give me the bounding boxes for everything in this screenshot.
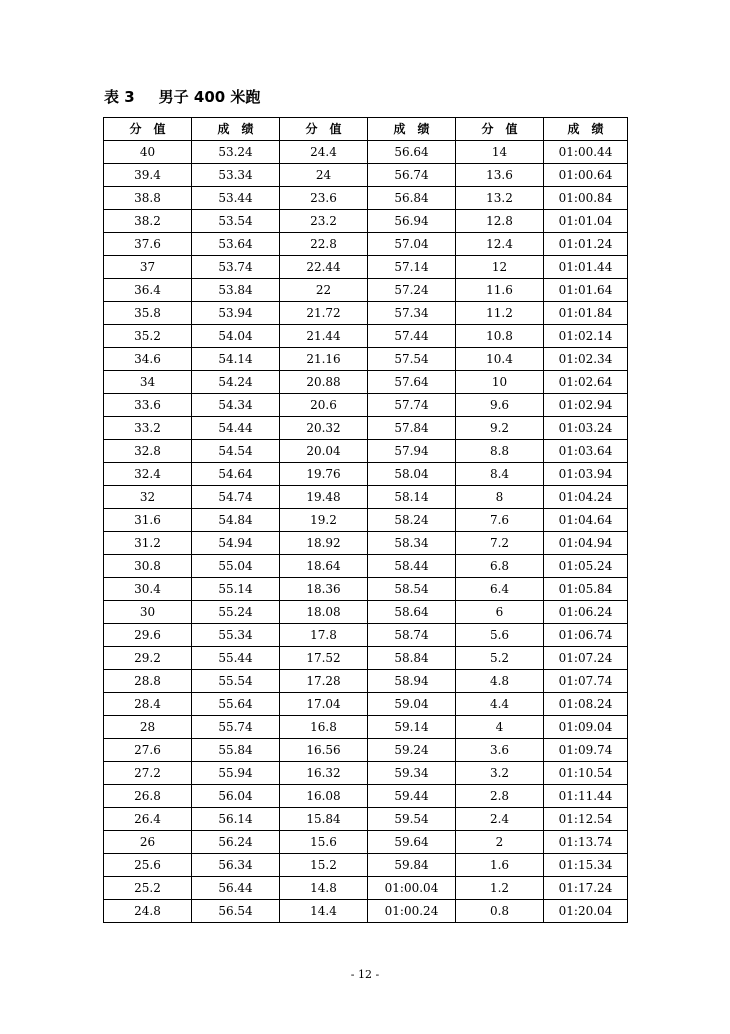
score-cell: 13.6	[456, 164, 544, 187]
result-cell: 59.54	[368, 808, 456, 831]
score-table-header	[104, 118, 628, 141]
score-cell: 19.2	[280, 509, 368, 532]
result-cell: 01:02.14	[544, 325, 628, 348]
result-cell: 57.54	[368, 348, 456, 371]
column-header-score: 分 值	[280, 118, 368, 141]
result-cell: 53.94	[192, 302, 280, 325]
result-cell: 01:13.74	[544, 831, 628, 854]
score-cell: 12	[456, 256, 544, 279]
result-cell: 58.84	[368, 647, 456, 670]
score-cell: 11.6	[456, 279, 544, 302]
score-cell: 16.08	[280, 785, 368, 808]
score-cell: 17.04	[280, 693, 368, 716]
score-cell: 0.8	[456, 900, 544, 923]
result-cell: 01:00.04	[368, 877, 456, 900]
score-cell: 18.92	[280, 532, 368, 555]
table-row	[104, 624, 628, 647]
score-cell: 24.4	[280, 141, 368, 164]
result-cell: 59.44	[368, 785, 456, 808]
result-cell: 56.54	[192, 900, 280, 923]
result-cell: 01:05.24	[544, 555, 628, 578]
column-header-score: 分 值	[456, 118, 544, 141]
score-cell: 26	[104, 831, 192, 854]
table-row	[104, 785, 628, 808]
score-cell: 30	[104, 601, 192, 624]
result-cell: 01:03.64	[544, 440, 628, 463]
score-table	[103, 117, 628, 923]
score-cell: 23.2	[280, 210, 368, 233]
table-row	[104, 187, 628, 210]
score-cell: 12.4	[456, 233, 544, 256]
score-cell: 2	[456, 831, 544, 854]
result-cell: 01:11.44	[544, 785, 628, 808]
result-cell: 56.34	[192, 854, 280, 877]
score-cell: 15.6	[280, 831, 368, 854]
result-cell: 01:00.64	[544, 164, 628, 187]
table-row	[104, 877, 628, 900]
score-cell: 14.8	[280, 877, 368, 900]
result-cell: 56.04	[192, 785, 280, 808]
result-cell: 01:05.84	[544, 578, 628, 601]
score-cell: 25.6	[104, 854, 192, 877]
result-cell: 59.24	[368, 739, 456, 762]
table-row	[104, 394, 628, 417]
score-cell: 26.4	[104, 808, 192, 831]
result-cell: 55.54	[192, 670, 280, 693]
result-cell: 01:03.94	[544, 463, 628, 486]
result-cell: 01:06.24	[544, 601, 628, 624]
result-cell: 59.04	[368, 693, 456, 716]
table-row	[104, 900, 628, 923]
result-cell: 58.94	[368, 670, 456, 693]
score-cell: 22	[280, 279, 368, 302]
result-cell: 01:06.74	[544, 624, 628, 647]
table-row	[104, 233, 628, 256]
result-cell: 56.74	[368, 164, 456, 187]
result-cell: 56.14	[192, 808, 280, 831]
score-cell: 18.36	[280, 578, 368, 601]
table-row	[104, 509, 628, 532]
score-cell: 38.8	[104, 187, 192, 210]
score-cell: 17.8	[280, 624, 368, 647]
result-cell: 54.54	[192, 440, 280, 463]
score-cell: 30.4	[104, 578, 192, 601]
score-cell: 10.4	[456, 348, 544, 371]
score-cell: 34	[104, 371, 192, 394]
table-row	[104, 739, 628, 762]
result-cell: 01:01.24	[544, 233, 628, 256]
result-cell: 59.14	[368, 716, 456, 739]
table-row	[104, 141, 628, 164]
result-cell: 53.54	[192, 210, 280, 233]
score-cell: 22.8	[280, 233, 368, 256]
result-cell: 57.24	[368, 279, 456, 302]
result-cell: 56.24	[192, 831, 280, 854]
score-cell: 31.2	[104, 532, 192, 555]
column-header-result: 成 绩	[544, 118, 628, 141]
score-cell: 29.6	[104, 624, 192, 647]
table-title: 男子 400 米跑	[158, 88, 261, 106]
score-cell: 28.8	[104, 670, 192, 693]
score-cell: 19.76	[280, 463, 368, 486]
score-cell: 4.8	[456, 670, 544, 693]
score-cell: 32.4	[104, 463, 192, 486]
score-cell: 16.32	[280, 762, 368, 785]
score-cell: 35.8	[104, 302, 192, 325]
result-cell: 53.64	[192, 233, 280, 256]
result-cell: 01:04.64	[544, 509, 628, 532]
result-cell: 57.04	[368, 233, 456, 256]
score-cell: 10	[456, 371, 544, 394]
table-row	[104, 256, 628, 279]
result-cell: 57.14	[368, 256, 456, 279]
table-row	[104, 463, 628, 486]
table-caption	[104, 86, 260, 107]
score-cell: 38.2	[104, 210, 192, 233]
result-cell: 01:00.84	[544, 187, 628, 210]
result-cell: 54.24	[192, 371, 280, 394]
score-cell: 37	[104, 256, 192, 279]
result-cell: 54.74	[192, 486, 280, 509]
score-cell: 16.56	[280, 739, 368, 762]
result-cell: 57.64	[368, 371, 456, 394]
score-cell: 27.6	[104, 739, 192, 762]
score-cell: 32.8	[104, 440, 192, 463]
result-cell: 55.14	[192, 578, 280, 601]
result-cell: 54.04	[192, 325, 280, 348]
score-cell: 10.8	[456, 325, 544, 348]
table-row	[104, 279, 628, 302]
result-cell: 53.44	[192, 187, 280, 210]
score-cell: 2.4	[456, 808, 544, 831]
score-cell: 27.2	[104, 762, 192, 785]
table-row	[104, 371, 628, 394]
score-cell: 9.6	[456, 394, 544, 417]
result-cell: 01:04.24	[544, 486, 628, 509]
score-cell: 5.2	[456, 647, 544, 670]
score-cell: 8	[456, 486, 544, 509]
result-cell: 01:02.64	[544, 371, 628, 394]
result-cell: 55.84	[192, 739, 280, 762]
result-cell: 01:02.94	[544, 394, 628, 417]
table-row	[104, 762, 628, 785]
result-cell: 56.84	[368, 187, 456, 210]
page-number: - 12 -	[350, 968, 380, 981]
result-cell: 01:20.04	[544, 900, 628, 923]
score-cell: 24	[280, 164, 368, 187]
score-cell: 23.6	[280, 187, 368, 210]
table-row	[104, 302, 628, 325]
table-row	[104, 164, 628, 187]
score-cell: 33.2	[104, 417, 192, 440]
score-cell: 18.64	[280, 555, 368, 578]
score-cell: 1.2	[456, 877, 544, 900]
result-cell: 58.64	[368, 601, 456, 624]
score-cell: 21.44	[280, 325, 368, 348]
result-cell: 01:03.24	[544, 417, 628, 440]
header-row	[104, 118, 628, 141]
score-table-body	[104, 141, 628, 923]
table-row	[104, 325, 628, 348]
result-cell: 55.74	[192, 716, 280, 739]
result-cell: 58.24	[368, 509, 456, 532]
table-row	[104, 647, 628, 670]
result-cell: 54.44	[192, 417, 280, 440]
result-cell: 57.74	[368, 394, 456, 417]
result-cell: 01:08.24	[544, 693, 628, 716]
result-cell: 55.94	[192, 762, 280, 785]
result-cell: 57.44	[368, 325, 456, 348]
score-cell: 22.44	[280, 256, 368, 279]
score-cell: 17.28	[280, 670, 368, 693]
result-cell: 54.64	[192, 463, 280, 486]
table-row	[104, 555, 628, 578]
result-cell: 01:15.34	[544, 854, 628, 877]
result-cell: 54.84	[192, 509, 280, 532]
result-cell: 58.54	[368, 578, 456, 601]
score-cell: 28.4	[104, 693, 192, 716]
score-cell: 17.52	[280, 647, 368, 670]
column-header-score: 分 值	[104, 118, 192, 141]
score-cell: 16.8	[280, 716, 368, 739]
score-cell: 29.2	[104, 647, 192, 670]
table-row	[104, 601, 628, 624]
score-cell: 31.6	[104, 509, 192, 532]
score-cell: 4.4	[456, 693, 544, 716]
score-cell: 6.8	[456, 555, 544, 578]
result-cell: 01:12.54	[544, 808, 628, 831]
score-cell: 35.2	[104, 325, 192, 348]
result-cell: 57.94	[368, 440, 456, 463]
score-cell: 32	[104, 486, 192, 509]
result-cell: 01:01.84	[544, 302, 628, 325]
score-cell: 12.8	[456, 210, 544, 233]
result-cell: 58.04	[368, 463, 456, 486]
result-cell: 53.34	[192, 164, 280, 187]
result-cell: 54.14	[192, 348, 280, 371]
result-cell: 01:01.44	[544, 256, 628, 279]
table-number: 表 3	[104, 88, 135, 106]
score-cell: 8.4	[456, 463, 544, 486]
score-cell: 15.84	[280, 808, 368, 831]
table-row	[104, 578, 628, 601]
result-cell: 58.34	[368, 532, 456, 555]
score-cell: 20.88	[280, 371, 368, 394]
score-cell: 21.16	[280, 348, 368, 371]
table-row	[104, 210, 628, 233]
table-row	[104, 440, 628, 463]
score-cell: 34.6	[104, 348, 192, 371]
result-cell: 01:04.94	[544, 532, 628, 555]
score-cell: 4	[456, 716, 544, 739]
result-cell: 58.14	[368, 486, 456, 509]
result-cell: 01:00.44	[544, 141, 628, 164]
result-cell: 01:00.24	[368, 900, 456, 923]
score-cell: 5.6	[456, 624, 544, 647]
score-cell: 25.2	[104, 877, 192, 900]
score-cell: 7.2	[456, 532, 544, 555]
result-cell: 57.84	[368, 417, 456, 440]
score-cell: 14.4	[280, 900, 368, 923]
score-cell: 9.2	[456, 417, 544, 440]
score-cell: 30.8	[104, 555, 192, 578]
score-cell: 7.6	[456, 509, 544, 532]
score-cell: 18.08	[280, 601, 368, 624]
result-cell: 55.64	[192, 693, 280, 716]
table-row	[104, 854, 628, 877]
result-cell: 53.74	[192, 256, 280, 279]
score-cell: 21.72	[280, 302, 368, 325]
result-cell: 01:09.04	[544, 716, 628, 739]
score-cell: 3.2	[456, 762, 544, 785]
result-cell: 59.64	[368, 831, 456, 854]
score-cell: 15.2	[280, 854, 368, 877]
result-cell: 54.34	[192, 394, 280, 417]
result-cell: 53.84	[192, 279, 280, 302]
table-row	[104, 532, 628, 555]
table-row	[104, 716, 628, 739]
score-cell: 19.48	[280, 486, 368, 509]
table-row	[104, 808, 628, 831]
table-row	[104, 486, 628, 509]
result-cell: 58.74	[368, 624, 456, 647]
score-cell: 3.6	[456, 739, 544, 762]
table-row	[104, 348, 628, 371]
result-cell: 01:07.74	[544, 670, 628, 693]
result-cell: 53.24	[192, 141, 280, 164]
table-row	[104, 693, 628, 716]
result-cell: 56.64	[368, 141, 456, 164]
column-header-result: 成 绩	[368, 118, 456, 141]
score-cell: 1.6	[456, 854, 544, 877]
score-cell: 40	[104, 141, 192, 164]
score-cell: 36.4	[104, 279, 192, 302]
result-cell: 54.94	[192, 532, 280, 555]
score-cell: 11.2	[456, 302, 544, 325]
score-cell: 28	[104, 716, 192, 739]
score-cell: 6	[456, 601, 544, 624]
result-cell: 59.34	[368, 762, 456, 785]
score-cell: 37.6	[104, 233, 192, 256]
score-cell: 14	[456, 141, 544, 164]
score-cell: 39.4	[104, 164, 192, 187]
result-cell: 01:01.04	[544, 210, 628, 233]
score-cell: 26.8	[104, 785, 192, 808]
result-cell: 01:07.24	[544, 647, 628, 670]
score-cell: 24.8	[104, 900, 192, 923]
result-cell: 56.44	[192, 877, 280, 900]
column-header-result: 成 绩	[192, 118, 280, 141]
table-row	[104, 670, 628, 693]
score-cell: 8.8	[456, 440, 544, 463]
result-cell: 58.44	[368, 555, 456, 578]
score-cell: 20.04	[280, 440, 368, 463]
result-cell: 56.94	[368, 210, 456, 233]
result-cell: 57.34	[368, 302, 456, 325]
result-cell: 59.84	[368, 854, 456, 877]
table-row	[104, 417, 628, 440]
score-cell: 20.6	[280, 394, 368, 417]
result-cell: 01:10.54	[544, 762, 628, 785]
table-row	[104, 831, 628, 854]
result-cell: 01:02.34	[544, 348, 628, 371]
result-cell: 01:17.24	[544, 877, 628, 900]
score-cell: 2.8	[456, 785, 544, 808]
score-cell: 13.2	[456, 187, 544, 210]
score-cell: 33.6	[104, 394, 192, 417]
result-cell: 55.44	[192, 647, 280, 670]
result-cell: 01:09.74	[544, 739, 628, 762]
result-cell: 55.24	[192, 601, 280, 624]
score-cell: 20.32	[280, 417, 368, 440]
score-cell: 6.4	[456, 578, 544, 601]
result-cell: 01:01.64	[544, 279, 628, 302]
result-cell: 55.04	[192, 555, 280, 578]
result-cell: 55.34	[192, 624, 280, 647]
